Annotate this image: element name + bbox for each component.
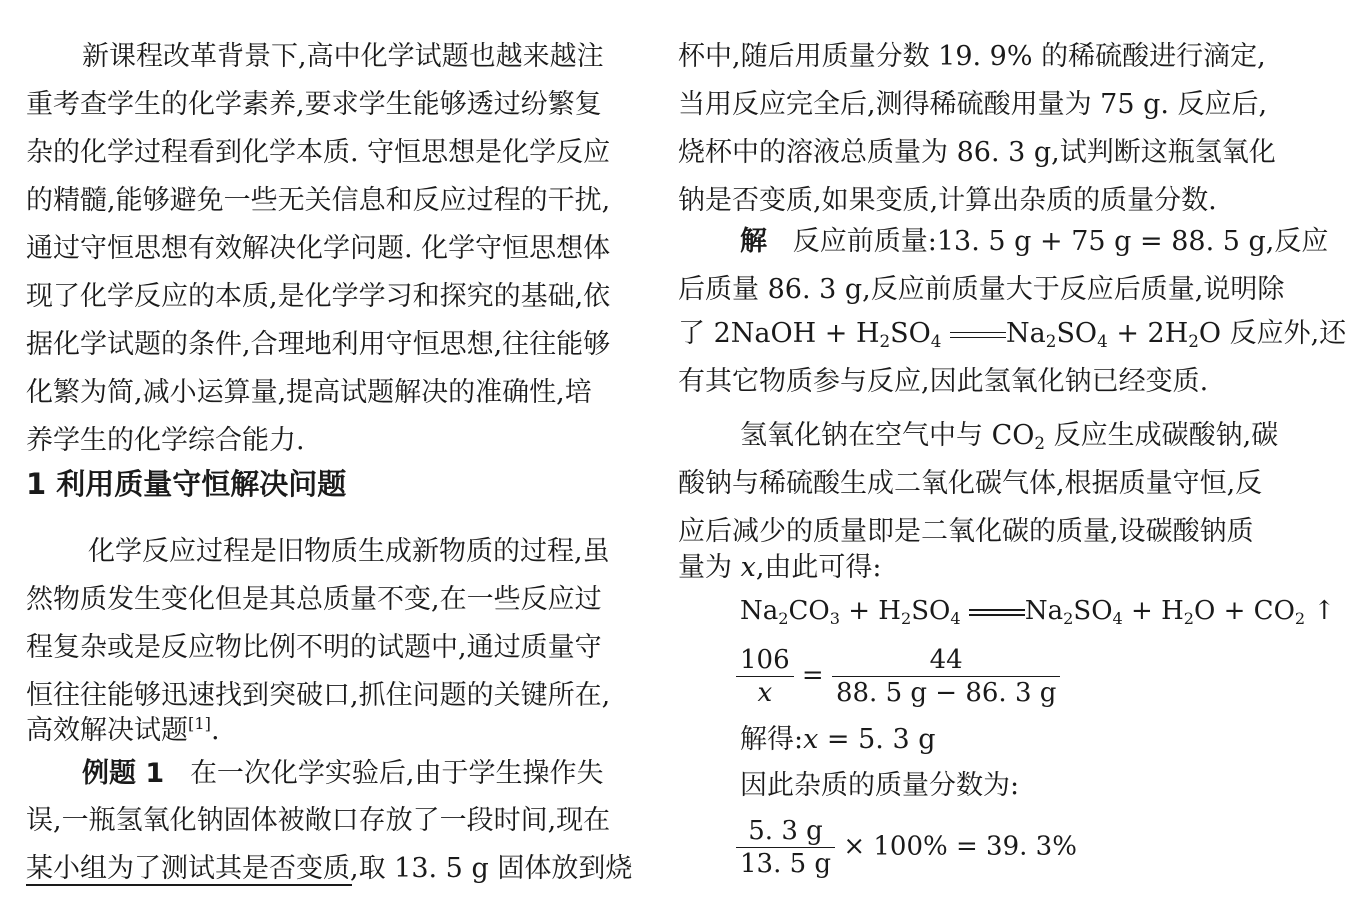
co2-last-line (678, 544, 882, 592)
solution-line-3 (678, 310, 1346, 365)
text-line: 酸钠与稀硫酸生成二氧化碳气体,根据质量守恒,反 (678, 468, 1263, 499)
solution-first-line (740, 218, 1328, 266)
text-line: 通过守恒思想有效解决化学问题. 化学守恒思想体 (26, 233, 611, 264)
final-result: × 100% = 39. 3% (843, 831, 1077, 862)
co2-text: 量为 (678, 552, 741, 583)
co2-text: ,由此可得: (755, 552, 882, 583)
solve-text: 解得: (740, 724, 804, 755)
example-paragraph (26, 797, 633, 893)
eq-text: O + CO (1194, 596, 1295, 626)
text-line: 误,一瓶氢氧化钠固体被敞口存放了一段时间,现在 (26, 805, 611, 836)
reaction-equals-sign (950, 330, 1006, 340)
example-first-line (82, 750, 604, 798)
eq-sub: 2 (1188, 331, 1199, 352)
solution-label: 解 (740, 226, 767, 257)
variable-x: x (803, 724, 819, 755)
eq-sub: 2 (879, 331, 891, 352)
gas-arrow: ↑ (1305, 596, 1336, 626)
fraction-numerator: 5. 3 g (736, 815, 835, 848)
co2-sub: 2 (1034, 433, 1046, 454)
eq-text: CO (788, 596, 830, 626)
solution-line-4: 有其它物质参与反应,因此氢氧化钠已经变质. (678, 366, 1209, 397)
equals-sign: = (801, 660, 824, 691)
eq-text: SO (911, 596, 951, 626)
eq-text: SO (1073, 596, 1113, 626)
eq-text: 了 2NaOH + H (678, 318, 880, 349)
text-line: 钠是否变质,如果变质,计算出杂质的质量分数. (678, 185, 1217, 216)
fraction-denominator: 13. 5 g (740, 849, 832, 879)
text-line: 杂的化学过程看到化学本质. 守恒思想是化学反应 (26, 137, 611, 168)
eq-sub: 4 (1112, 608, 1123, 628)
example-first-text: 在一次化学实验后,由于学生操作失 (189, 758, 604, 789)
solution-first-text: 反应前质量:13. 5 g + 75 g = 88. 5 g,反应 (792, 226, 1329, 257)
text-line: 然物质发生变化但是其总质量不变,在一些反应过 (26, 584, 602, 615)
fraction-intro: 因此杂质的质量分数为: (740, 770, 1020, 801)
eq-sub: 3 (829, 608, 840, 628)
text-line: 化学反应过程是旧物质生成新物质的过程,虽 (88, 536, 610, 567)
eq-sub: 2 (1045, 331, 1057, 352)
eq-sub: 2 (778, 608, 789, 628)
footnote-rule (26, 884, 352, 886)
eq-text: + H (839, 596, 901, 626)
section-paragraph (26, 528, 626, 720)
ratio-equation (736, 644, 1060, 709)
carbonate-equation (740, 596, 1335, 628)
eq-sub: 4 (950, 608, 961, 628)
text-line: 程复杂或是反应物比例不明的试题中,通过质量守 (26, 632, 602, 663)
co2-paragraph (678, 460, 1278, 556)
text-line: 据化学试题的条件,合理地利用守恒思想,往往能够 (26, 329, 611, 360)
text-line: 重考查学生的化学素养,要求学生能够透过纷繁复 (26, 89, 602, 120)
eq-text: + H (1122, 596, 1184, 626)
solve-line (740, 716, 936, 764)
solution-line-2: 后质量 86. 3 g,反应前质量大于反应后质量,说明除 (678, 274, 1285, 305)
co2-text: 反应生成碳酸钠,碳 (1045, 420, 1279, 451)
fraction-numerator: 44 (832, 644, 1060, 677)
co2-first-line (740, 412, 1278, 467)
eq-text: SO (1056, 318, 1098, 349)
fraction-denominator: 88. 5 g − 86. 3 g (835, 678, 1057, 708)
eq-text: Na (1024, 596, 1064, 626)
text-line: 恒往往能够迅速找到突破口,抓住问题的关键所在, (26, 680, 611, 711)
text-line: 养学生的化学综合能力. (26, 425, 305, 456)
example-label: 例题 1 (82, 758, 165, 789)
example-continuation (678, 33, 1278, 225)
ratio-fraction-left (736, 644, 794, 709)
eq-text: SO (890, 318, 931, 349)
section-heading: 1 利用质量守恒解决问题 (26, 467, 347, 501)
fraction-numerator: 106 (736, 644, 794, 677)
eq-sub: 2 (900, 608, 912, 628)
eq-sub: 4 (930, 331, 942, 352)
co2-text: 氢氧化钠在空气中与 CO (740, 420, 1035, 451)
text-line: 烧杯中的溶液总质量为 86. 3 g,试判断这瓶氢氧化 (678, 137, 1276, 168)
intro-paragraph (26, 33, 626, 465)
eq-sub: 2 (1294, 608, 1306, 628)
fraction-denominator: x (757, 678, 773, 708)
section-last-text: 高效解决试题 (26, 715, 188, 746)
eq-sub: 4 (1097, 331, 1108, 352)
final-equation (736, 815, 1077, 880)
text-line: 现了化学反应的本质,是化学学习和探究的基础,依 (26, 281, 611, 312)
ratio-fraction-right (832, 644, 1060, 709)
reaction-equals-sign (969, 607, 1025, 617)
text-line: 的精髓,能够避免一些无关信息和反应过程的干扰, (26, 185, 611, 216)
text-line: 某小组为了测试其是否变质,取 13. 5 g 固体放到烧 (26, 853, 633, 884)
eq-text: Na (1006, 318, 1046, 349)
eq-sub: 2 (1063, 608, 1074, 628)
eq-text: + 2H (1107, 318, 1189, 349)
section-last-end: . (210, 715, 220, 746)
solve-text: = 5. 3 g (818, 724, 936, 755)
eq-sub: 2 (1183, 608, 1195, 628)
variable-x: x (740, 552, 756, 583)
citation-reference: [1] (188, 714, 211, 733)
text-line: 当用反应完全后,测得稀硫酸用量为 75 g. 反应后, (678, 89, 1268, 120)
text-line: 新课程改革背景下,高中化学试题也越来越注 (82, 41, 604, 72)
text-line: 化繁为简,减小运算量,提高试题解决的准确性,培 (26, 377, 592, 408)
final-fraction (736, 815, 835, 880)
eq-text: Na (740, 596, 779, 626)
text-line: 杯中,随后用质量分数 19. 9% 的稀硫酸进行滴定, (678, 41, 1266, 72)
text-line: 应后减少的质量即是二氧化碳的质量,设碳酸钠质 (678, 516, 1254, 547)
section-last-line (26, 700, 220, 755)
eq-text: O 反应外,还 (1198, 318, 1346, 349)
